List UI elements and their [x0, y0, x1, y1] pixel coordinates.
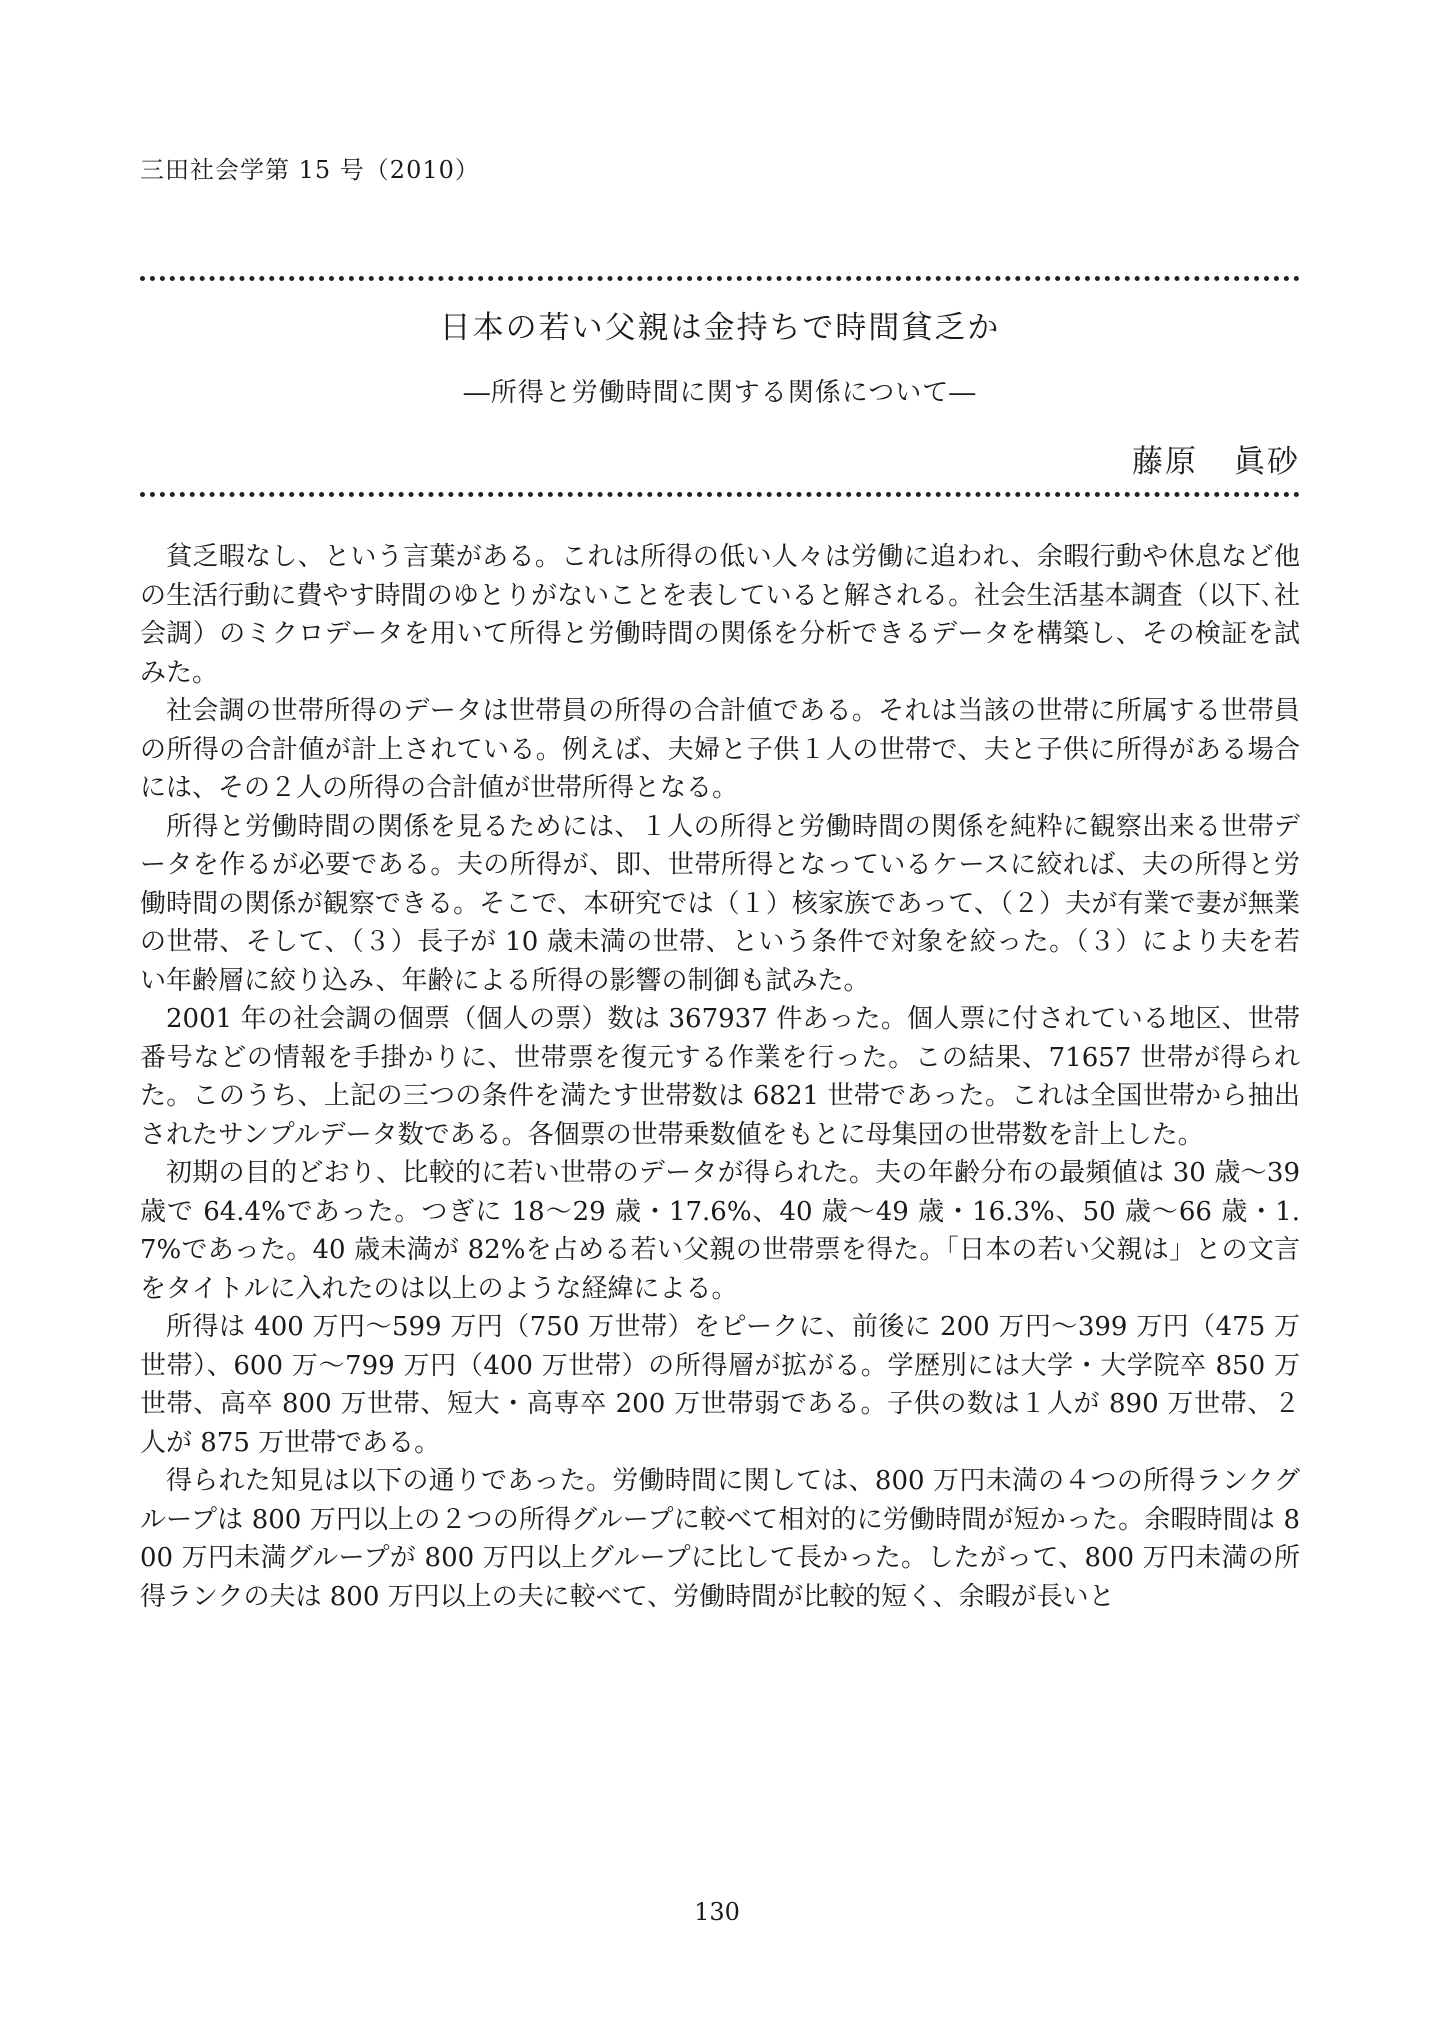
author-given-name: 眞砂 [1234, 444, 1300, 480]
journal-header: 三田社会学第 15 号（2010） [140, 156, 480, 184]
body-paragraph: 所得は 400 万円～599 万円（750 万世帯）をピークに、前後に 200 万円～399 万円（475 万世帯）、600 万～799 万円（400 万世帯）の所得層が拡がる。学歴別には大学・大学院卒 850 万世帯、高卒 800 万世帯、短大・高専卒 200 万世帯弱である。子供の数は１人が 890 万世帯、２人が 875 万世帯である。 [140, 1312, 1301, 1458]
page-number: 130 [694, 1898, 740, 1926]
body-paragraph: 社会調の世帯所得のデータは世帯員の所得の合計値である。それは当該の世帯に所属する世帯員の所得の合計値が計上されている。例えば、夫婦と子供１人の世帯で、夫と子供に所得がある場合には、その２人の所得の合計値が世帯所得となる。 [140, 696, 1300, 803]
article-subtitle: ―所得と労働時間に関する関係について― [463, 378, 977, 408]
author-name [1132, 436, 1300, 481]
body-paragraph: 2001 年の社会調の個票（個人の票）数は 367937 件あった。個人票に付されている地区、世帯番号などの情報を手掛かりに、世帯票を復元する作業を行った。この結果、71657 世帯が得られた。このうち、上記の三つの条件を満たす世帯数は 6821 世帯であった。これは全国世帯から抽出されたサンプルデータ数である。各個票の世帯乗数値をもとに母集団の世帯数を計上した。 [140, 1004, 1300, 1150]
article-body [140, 538, 1300, 1616]
article-title: 日本の若い父親は金持ちで時間貧乏か [439, 310, 1001, 346]
author-family-name: 藤原 [1132, 444, 1198, 480]
body-paragraph: 得られた知見は以下の通りであった。労働時間に関しては、800 万円未満の４つの所得ランクグループは 800 万円以上の２つの所得グループに較べて相対的に労働時間が短かった。余暇時間は 800 万円未満グループが 800 万円以上グループに比して長かった。したがって、800 万円未満の所得ランクの夫は 800 万円以上の夫に較べて、労働時間が比較的短く、余暇が長いと [140, 1466, 1300, 1612]
top-dotted-rule [140, 276, 1300, 281]
body-paragraph: 所得と労働時間の関係を見るためには、１人の所得と労働時間の関係を純粋に観察出来る世帯データを作るが必要である。夫の所得が、即、世帯所得となっているケースに絞れば、夫の所得と労働時間の関係が観察できる。そこで、本研究では（１）核家族であって、（２）夫が有業で妻が無業の世帯、そして、（３）長子が 10 歳未満の世帯、という条件で対象を絞った。（３）により夫を若い年齢層に絞り込み、年齢による所得の影響の制御も試みた。 [140, 811, 1300, 996]
bottom-dotted-rule [140, 492, 1300, 497]
body-paragraph: 初期の目的どおり、比較的に若い世帯のデータが得られた。夫の年齢分布の最頻値は 30 歳～39 歳で 64.4%であった。つぎに 18～29 歳・17.6%、40 歳～49 歳・16.3%、50 歳～66 歳・1.7%であった。40 歳未満が 82%を占める若い父親の世帯票を得た。「日本の若い父親は」との文言をタイトルに入れたのは以上のような経緯による。 [140, 1158, 1300, 1304]
body-paragraph: 貧乏暇なし、という言葉がある。これは所得の低い人々は労働に追われ、余暇行動や休息など他の生活行動に費やす時間のゆとりがないことを表していると解される。社会生活基本調査（以下､社会調）のミクロデータを用いて所得と労働時間の関係を分析できるデータを構築し、その検証を試みた。 [140, 542, 1300, 688]
